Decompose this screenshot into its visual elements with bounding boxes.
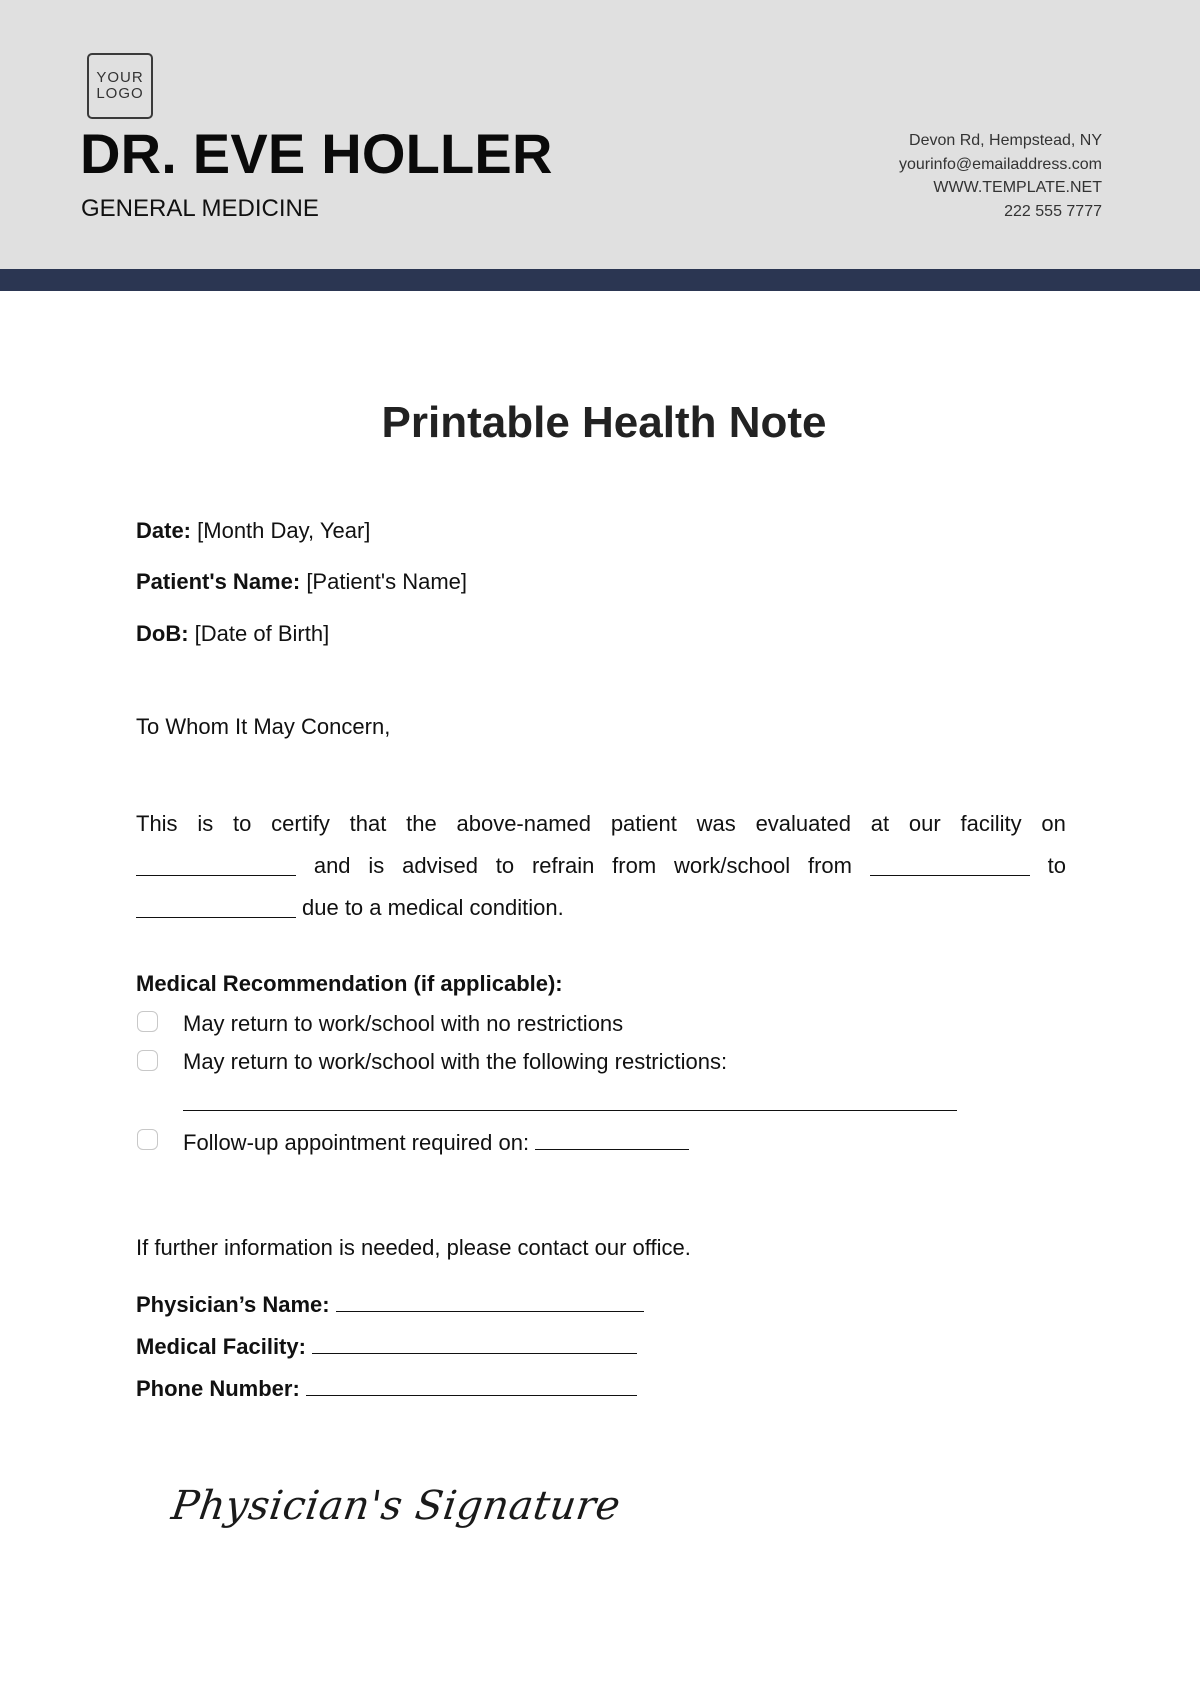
- word: on: [1041, 811, 1066, 836]
- logo-text-line1: YOUR: [96, 69, 144, 86]
- contact-website: WWW.TEMPLATE.NET: [933, 179, 1102, 196]
- medical-facility-field: [136, 1333, 637, 1358]
- word: refrain: [531, 853, 595, 878]
- word: work/school: [673, 853, 791, 878]
- medical-facility-blank[interactable]: [312, 1333, 637, 1354]
- document-title: Printable Health Note: [381, 398, 827, 447]
- dob-field: [136, 623, 329, 645]
- word: from: [807, 853, 852, 878]
- word: certify: [271, 811, 330, 836]
- patient-name-value[interactable]: [Patient's Name]: [306, 569, 468, 594]
- restrictions-blank-line[interactable]: [183, 1110, 957, 1111]
- word: to: [495, 853, 515, 878]
- no-restrictions-checkbox[interactable]: [137, 1011, 158, 1032]
- follow-up-label: Follow-up appointment required on:: [183, 1130, 530, 1155]
- word: to: [233, 811, 252, 836]
- logo-text-line2: LOGO: [96, 85, 144, 102]
- leave-end-date-blank[interactable]: [136, 897, 296, 918]
- date-label: Date:: [136, 518, 192, 543]
- logo-placeholder: [87, 53, 153, 119]
- medical-facility-label: Medical Facility:: [136, 1334, 306, 1359]
- word: was: [696, 811, 736, 836]
- phone-number-label: Phone Number:: [136, 1376, 300, 1401]
- contact-address: Devon Rd, Hempstead, NY: [909, 132, 1102, 149]
- physician-name-field: [136, 1291, 644, 1316]
- word: advised: [402, 853, 478, 878]
- date-value[interactable]: [Month Day, Year]: [197, 518, 371, 543]
- follow-up-field: [183, 1129, 689, 1154]
- doctor-specialty: GENERAL MEDICINE: [81, 195, 319, 222]
- certification-line-3: [136, 897, 1066, 919]
- contact-block: [899, 131, 1102, 225]
- physician-name-blank[interactable]: [336, 1291, 644, 1312]
- dob-value[interactable]: [Date of Birth]: [194, 621, 330, 646]
- follow-up-checkbox[interactable]: [137, 1129, 158, 1150]
- no-restrictions-label: May return to work/school with no restrictions: [183, 1011, 624, 1036]
- certification-line-2: [136, 855, 1066, 877]
- word: and: [313, 853, 351, 878]
- certification-line-1: [136, 813, 1066, 835]
- word: at: [870, 811, 890, 836]
- phone-number-blank[interactable]: [306, 1375, 637, 1396]
- word: is: [368, 853, 385, 878]
- contact-email: yourinfo@emailaddress.com: [899, 155, 1102, 173]
- word: This: [136, 811, 178, 836]
- letterhead-accent-band: [0, 269, 1200, 291]
- contact-phone: 222 555 7777: [1004, 202, 1102, 220]
- word: that: [349, 811, 387, 836]
- phone-number-field: [136, 1375, 637, 1400]
- with-restrictions-checkbox[interactable]: [137, 1050, 158, 1071]
- date-field: [136, 520, 370, 542]
- physician-signature: Physician's Signature: [168, 1483, 624, 1529]
- recommendation-heading: Medical Recommendation (if applicable):: [136, 971, 563, 996]
- line3-text: due to a medical condition.: [302, 895, 564, 920]
- word: is: [197, 811, 214, 836]
- patient-name-field: [136, 571, 467, 593]
- word: from: [612, 853, 657, 878]
- word: the: [406, 811, 437, 836]
- word: evaluated: [755, 811, 851, 836]
- word: to: [1047, 853, 1066, 878]
- closing-text: If further information is needed, please contact our office.: [136, 1235, 691, 1260]
- leave-start-date-blank[interactable]: [870, 855, 1030, 876]
- word: above-named: [456, 811, 592, 836]
- word: our: [908, 811, 941, 836]
- evaluation-date-blank[interactable]: [136, 855, 296, 876]
- follow-up-date-blank[interactable]: [535, 1129, 689, 1150]
- patient-name-label: Patient's Name:: [136, 569, 301, 594]
- doctor-name: DR. EVE HOLLER: [80, 122, 553, 185]
- word: patient: [610, 811, 677, 836]
- word: facility: [960, 811, 1022, 836]
- physician-name-label: Physician’s Name:: [136, 1292, 330, 1317]
- dob-label: DoB:: [136, 621, 189, 646]
- salutation: To Whom It May Concern,: [136, 714, 391, 739]
- with-restrictions-label: May return to work/school with the following restrictions:: [183, 1049, 728, 1074]
